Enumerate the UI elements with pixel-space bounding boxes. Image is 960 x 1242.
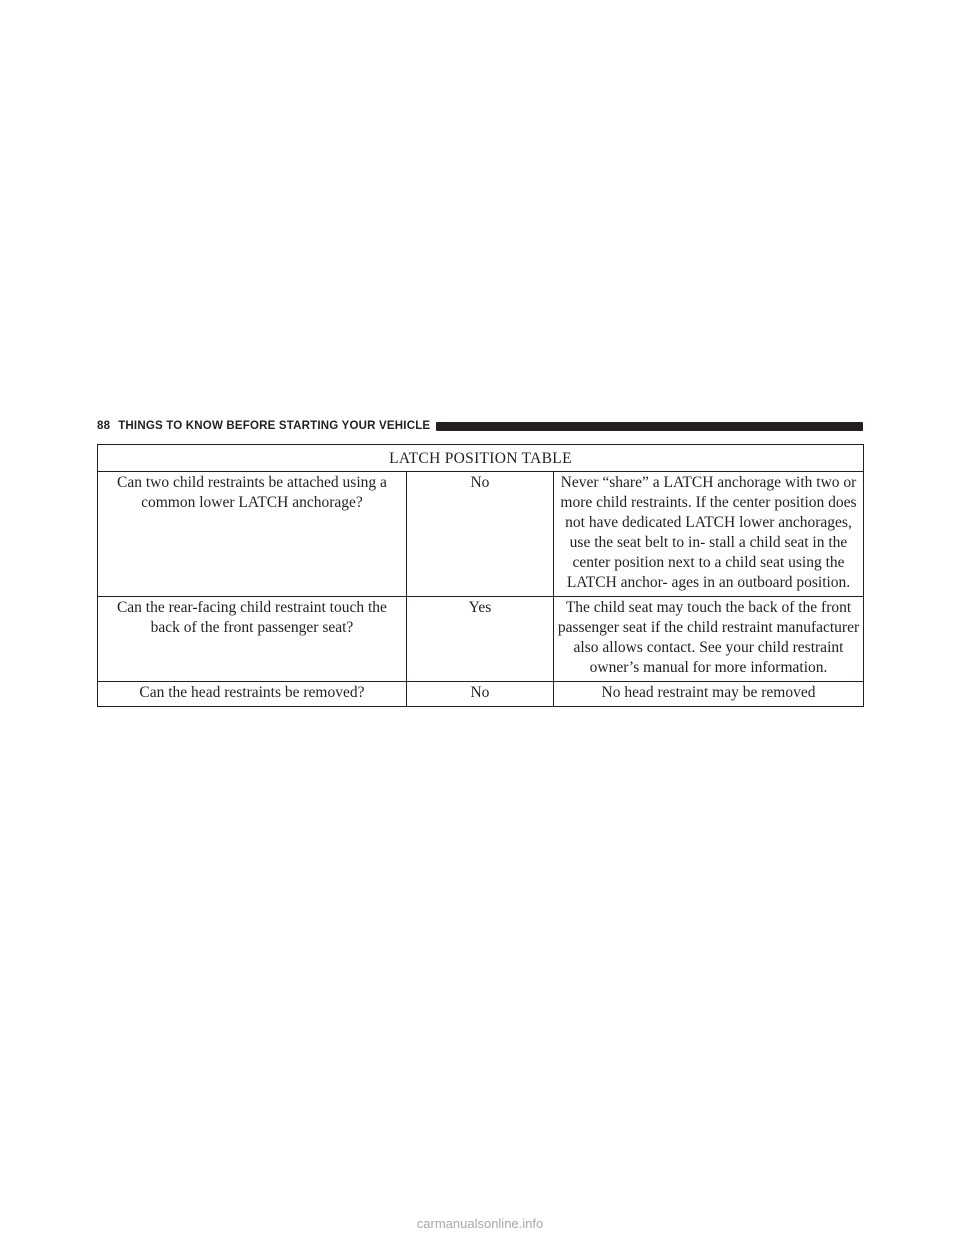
latch-position-table	[97, 444, 864, 707]
question-cell: Can the rear-facing child restraint touch the back of the front passenger seat?	[98, 597, 407, 682]
question-cell: Can the head restraints be removed?	[98, 682, 407, 707]
answer-cell: Yes	[406, 597, 553, 682]
section-title: THINGS TO KNOW BEFORE STARTING YOUR VEHICLE	[118, 420, 431, 432]
page-number: 88	[97, 420, 111, 432]
table-title-row	[98, 445, 864, 472]
answer-cell: No	[406, 472, 553, 597]
question-cell: Can two child restraints be attached using a common lower LATCH anchorage?	[98, 472, 407, 597]
watermark: carmanualsonline.info	[416, 1216, 544, 1231]
table-row	[98, 472, 864, 597]
table-row	[98, 597, 864, 682]
table-row	[98, 682, 864, 707]
note-cell: No head restraint may be removed	[554, 682, 864, 707]
note-cell: Never “share” a LATCH anchorage with two or more child restraints. If the center position does not have dedicated LATCH lower anchorages, use the seat belt to in- stall a child seat in the center position next to a child seat using the LATCH anchor- ages in an outboard position.	[554, 472, 864, 597]
header-rule	[436, 422, 863, 431]
table-title: LATCH POSITION TABLE	[98, 445, 864, 472]
answer-cell: No	[406, 682, 553, 707]
note-cell: The child seat may touch the back of the front passenger seat if the child restraint manufacturer also allows contact. See your child restraint owner’s manual for more information.	[554, 597, 864, 682]
page-header	[97, 418, 863, 434]
